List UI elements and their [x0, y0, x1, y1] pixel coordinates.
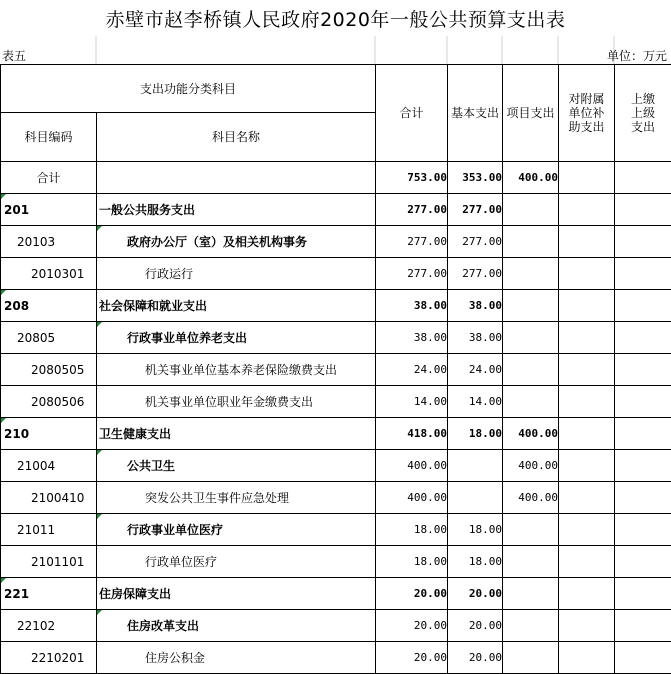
cell-code	[1, 418, 97, 450]
cell-total-text: 400.00	[407, 491, 447, 504]
cell-code	[1, 482, 97, 514]
cell-code	[1, 194, 97, 226]
cell-total	[376, 162, 448, 194]
cell-project	[503, 162, 559, 194]
cell-upper	[615, 610, 671, 642]
cell-upper	[615, 226, 671, 258]
cell-project-text: 400.00	[518, 491, 558, 504]
header-basic: 基本支出	[448, 65, 503, 162]
cell-project	[503, 322, 559, 354]
cell-code-text: 2080506	[31, 395, 84, 409]
cell-total	[376, 226, 448, 258]
cell-marker-icon	[1, 418, 6, 423]
cell-total	[376, 194, 448, 226]
cell-name-text: 住房公积金	[145, 651, 205, 665]
cell-project	[503, 290, 559, 322]
header-upper: 上缴上级支出	[615, 65, 671, 162]
cell-subsidy	[559, 322, 615, 354]
meta-gridlines	[0, 36, 671, 64]
cell-total-text: 277.00	[407, 235, 447, 248]
cell-code	[1, 450, 97, 482]
cell-code-text: 21011	[17, 523, 55, 537]
cell-project	[503, 418, 559, 450]
cell-name	[97, 482, 376, 514]
cell-basic	[448, 546, 503, 578]
cell-project	[503, 354, 559, 386]
table-row	[1, 258, 671, 290]
cell-project	[503, 386, 559, 418]
cell-name	[97, 290, 376, 322]
budget-table	[0, 64, 671, 674]
cell-total-text: 277.00	[407, 267, 447, 280]
cell-total	[376, 514, 448, 546]
cell-basic-text: 24.00	[469, 363, 502, 376]
cell-marker-icon	[97, 226, 102, 231]
cell-total	[376, 354, 448, 386]
cell-name-text: 政府办公厅（室）及相关机构事务	[127, 235, 307, 249]
cell-total-text: 18.00	[414, 555, 447, 568]
cell-code-text: 2101101	[31, 555, 84, 569]
cell-name	[97, 162, 376, 194]
budget-rows	[1, 162, 671, 674]
cell-total-text: 20.00	[414, 587, 447, 600]
cell-name-text: 社会保障和就业支出	[99, 299, 207, 313]
table-row	[1, 514, 671, 546]
cell-code	[1, 162, 97, 194]
cell-name	[97, 546, 376, 578]
cell-code-text: 21004	[17, 459, 55, 473]
cell-total-text: 400.00	[407, 459, 447, 472]
cell-code-text: 合计	[36, 171, 60, 185]
cell-code-text: 221	[4, 587, 29, 601]
cell-basic	[448, 226, 503, 258]
cell-code	[1, 546, 97, 578]
cell-basic-text: 20.00	[469, 651, 502, 664]
cell-basic	[448, 578, 503, 610]
table-row	[1, 418, 671, 450]
cell-name-text: 公共卫生	[127, 459, 175, 473]
cell-basic	[448, 290, 503, 322]
unit-label: 单位：万元	[607, 47, 667, 64]
cell-name	[97, 354, 376, 386]
cell-upper	[615, 354, 671, 386]
cell-basic-text: 20.00	[469, 587, 502, 600]
cell-code-text: 210	[4, 427, 29, 441]
cell-name	[97, 194, 376, 226]
cell-name-text: 机关事业单位职业年金缴费支出	[145, 395, 313, 409]
cell-code	[1, 290, 97, 322]
header-category-group: 支出功能分类科目	[1, 65, 376, 113]
cell-project-text: 400.00	[518, 459, 558, 472]
cell-name-text: 住房保障支出	[99, 587, 171, 601]
header-subsidy: 对附属单位补助支出	[559, 65, 615, 162]
cell-marker-icon	[97, 322, 102, 327]
cell-name	[97, 578, 376, 610]
cell-project	[503, 610, 559, 642]
cell-marker-icon	[1, 290, 6, 295]
cell-project-text: 400.00	[518, 427, 558, 440]
table-row	[1, 162, 671, 194]
cell-project	[503, 514, 559, 546]
cell-total-text: 277.00	[407, 203, 447, 216]
cell-project-text: 400.00	[518, 171, 558, 184]
cell-subsidy	[559, 578, 615, 610]
cell-total-text: 20.00	[414, 619, 447, 632]
header-project: 项目支出	[503, 65, 559, 162]
cell-upper	[615, 578, 671, 610]
cell-basic	[448, 162, 503, 194]
cell-name-text: 住房改革支出	[127, 619, 199, 633]
cell-project	[503, 546, 559, 578]
cell-subsidy	[559, 290, 615, 322]
table-row	[1, 546, 671, 578]
cell-code-text: 2210201	[31, 651, 84, 665]
cell-basic-text: 18.00	[469, 523, 502, 536]
cell-total	[376, 418, 448, 450]
table-row	[1, 386, 671, 418]
cell-name-text: 行政事业单位医疗	[127, 523, 223, 537]
cell-basic-text: 18.00	[469, 427, 502, 440]
cell-basic-text: 14.00	[469, 395, 502, 408]
cell-subsidy	[559, 258, 615, 290]
table-row	[1, 322, 671, 354]
cell-total-text: 14.00	[414, 395, 447, 408]
cell-upper	[615, 290, 671, 322]
cell-subsidy	[559, 610, 615, 642]
cell-code	[1, 226, 97, 258]
cell-total	[376, 450, 448, 482]
cell-basic-text: 38.00	[469, 299, 502, 312]
cell-name	[97, 386, 376, 418]
cell-code-text: 2100410	[31, 491, 84, 505]
cell-code	[1, 386, 97, 418]
cell-basic-text: 20.00	[469, 619, 502, 632]
table-row	[1, 354, 671, 386]
cell-marker-icon	[1, 578, 6, 583]
document-title: 赤壁市赵李桥镇人民政府2020年一般公共预算支出表	[0, 0, 671, 36]
cell-name	[97, 226, 376, 258]
cell-basic	[448, 418, 503, 450]
cell-basic-text: 18.00	[469, 555, 502, 568]
cell-code-text: 2010301	[31, 267, 84, 281]
cell-total	[376, 386, 448, 418]
cell-marker-icon	[97, 450, 102, 455]
cell-name	[97, 418, 376, 450]
cell-basic-text: 277.00	[462, 267, 502, 280]
table-row	[1, 482, 671, 514]
cell-upper	[615, 258, 671, 290]
cell-project	[503, 450, 559, 482]
cell-code	[1, 258, 97, 290]
cell-basic-text: 277.00	[462, 235, 502, 248]
cell-project	[503, 194, 559, 226]
cell-name-text: 行政事业单位养老支出	[127, 331, 247, 345]
cell-basic	[448, 514, 503, 546]
cell-upper	[615, 514, 671, 546]
cell-upper	[615, 482, 671, 514]
cell-code-text: 20805	[17, 331, 55, 345]
cell-basic-text: 277.00	[462, 203, 502, 216]
cell-code-text: 201	[4, 203, 29, 217]
cell-upper	[615, 386, 671, 418]
cell-code	[1, 578, 97, 610]
cell-name	[97, 258, 376, 290]
cell-project	[503, 578, 559, 610]
header-total: 合计	[376, 65, 448, 162]
cell-total	[376, 610, 448, 642]
cell-total-text: 38.00	[414, 331, 447, 344]
cell-subsidy	[559, 354, 615, 386]
cell-subsidy	[559, 386, 615, 418]
cell-subsidy	[559, 514, 615, 546]
cell-code-text: 208	[4, 299, 29, 313]
cell-upper	[615, 418, 671, 450]
cell-basic	[448, 610, 503, 642]
table-row	[1, 194, 671, 226]
cell-subsidy	[559, 226, 615, 258]
cell-name-text: 行政单位医疗	[145, 555, 217, 569]
cell-total	[376, 290, 448, 322]
cell-total-text: 753.00	[407, 171, 447, 184]
cell-marker-icon	[97, 610, 102, 615]
cell-name	[97, 450, 376, 482]
table-meta-row	[0, 36, 671, 64]
cell-subsidy	[559, 194, 615, 226]
cell-name	[97, 514, 376, 546]
table-row	[1, 290, 671, 322]
table-row	[1, 226, 671, 258]
cell-name	[97, 610, 376, 642]
cell-subsidy	[559, 162, 615, 194]
cell-name-text: 行政运行	[145, 267, 193, 281]
cell-marker-icon	[1, 194, 6, 199]
cell-total	[376, 482, 448, 514]
cell-code	[1, 354, 97, 386]
cell-total-text: 418.00	[407, 427, 447, 440]
cell-name-text: 一般公共服务支出	[99, 203, 195, 217]
table-number: 表五	[2, 47, 26, 64]
cell-upper	[615, 546, 671, 578]
cell-total	[376, 322, 448, 354]
cell-subsidy	[559, 450, 615, 482]
cell-basic	[448, 322, 503, 354]
cell-upper	[615, 322, 671, 354]
table-row	[1, 610, 671, 642]
cell-basic	[448, 194, 503, 226]
table-row	[1, 578, 671, 610]
table-row	[1, 450, 671, 482]
cell-subsidy	[559, 418, 615, 450]
cell-total-text: 24.00	[414, 363, 447, 376]
cell-project	[503, 482, 559, 514]
cell-total	[376, 546, 448, 578]
cell-name-text: 机关事业单位基本养老保险缴费支出	[145, 363, 337, 377]
cell-basic	[448, 482, 503, 514]
cell-basic	[448, 258, 503, 290]
cell-total	[376, 578, 448, 610]
cell-project	[503, 226, 559, 258]
cell-name-text: 卫生健康支出	[99, 427, 171, 441]
cell-code-text: 2080505	[31, 363, 84, 377]
cell-name-text: 突发公共卫生事件应急处理	[145, 491, 289, 505]
cell-basic	[448, 450, 503, 482]
cell-code-text: 20103	[17, 235, 55, 249]
cell-subsidy	[559, 546, 615, 578]
header-code: 科目编码	[1, 113, 97, 162]
cell-marker-icon	[97, 514, 102, 519]
cell-upper	[615, 194, 671, 226]
cell-basic-text: 353.00	[462, 171, 502, 184]
cell-total-text: 18.00	[414, 523, 447, 536]
cell-project	[503, 258, 559, 290]
cell-basic	[448, 354, 503, 386]
cell-basic	[448, 386, 503, 418]
cell-name	[97, 322, 376, 354]
cell-subsidy	[559, 482, 615, 514]
cell-code-text: 22102	[17, 619, 55, 633]
cell-total-text: 20.00	[414, 651, 447, 664]
header-name: 科目名称	[97, 113, 376, 162]
cell-basic-text: 38.00	[469, 331, 502, 344]
cell-code	[1, 610, 97, 642]
cell-total	[376, 258, 448, 290]
cell-code	[1, 322, 97, 354]
cell-total-text: 38.00	[414, 299, 447, 312]
cell-upper	[615, 450, 671, 482]
cell-upper	[615, 162, 671, 194]
cell-code	[1, 514, 97, 546]
